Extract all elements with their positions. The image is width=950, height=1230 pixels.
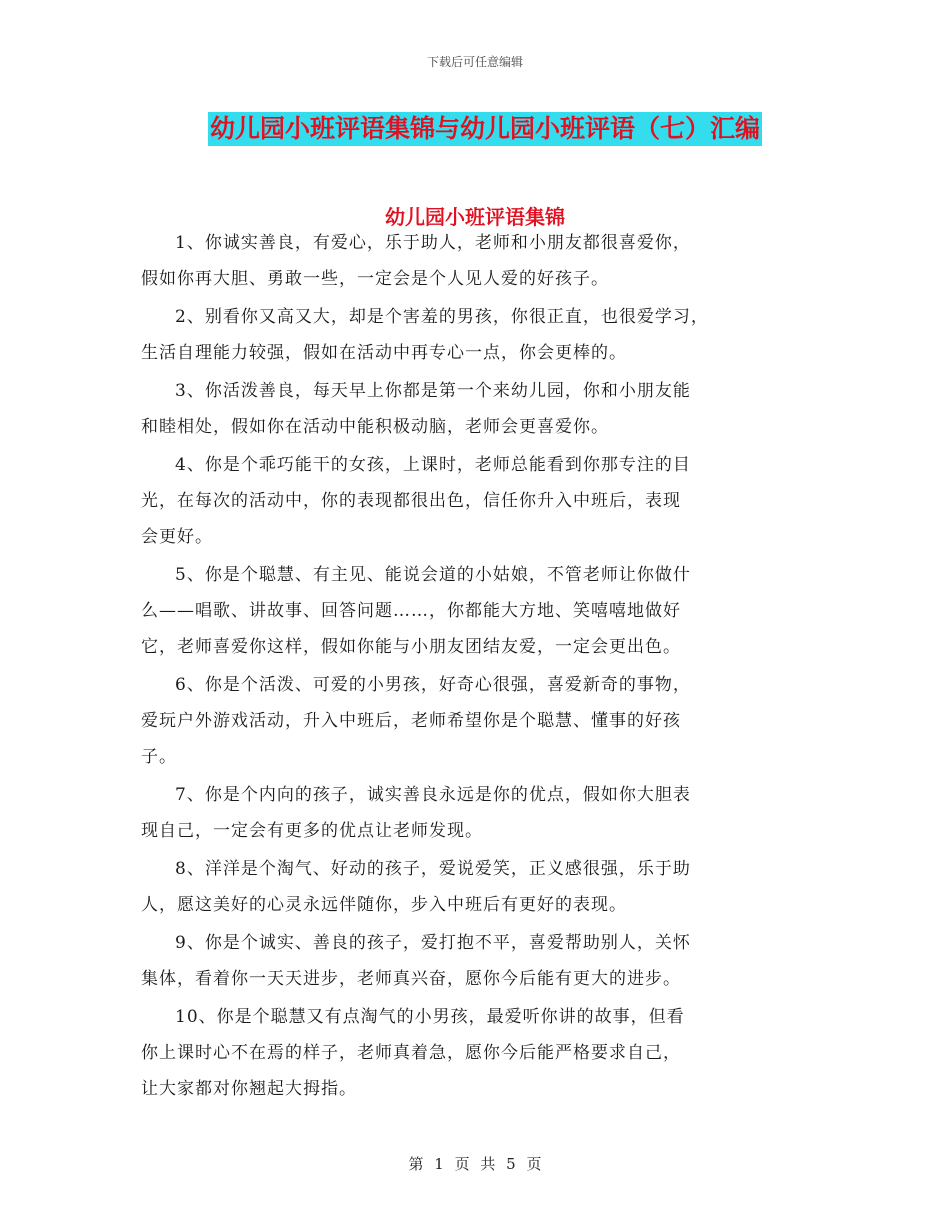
comment-paragraph-5: 5、你是个聪慧、有主见、能说会道的小姑娘，不管老师让你做什 么——唱歌、讲故事、回答问题……，你都能大方地、笑嘻嘻地做好 它，老师喜爱你这样，假如你能与小朋友团结友爱，一定会更出色。 <box>141 565 691 657</box>
document-body <box>141 225 821 1109</box>
comment-paragraph-10: 10、你是个聪慧又有点淘气的小男孩，最爱听你讲的故事，但看 你上课时心不在焉的样子，老师真着急，愿你今后能严格要求自己， 让大家都对你翘起大拇指。 <box>141 1007 685 1099</box>
comment-paragraph-2: 2、别看你又高又大，却是个害羞的男孩，你很正直，也很爱学习， 生活自理能力较强，假如在活动中再专心一点，你会更棒的。 <box>141 307 709 363</box>
comment-paragraph-9: 9、你是个诚实、善良的孩子，爱打抱不平，喜爱帮助别人，关怀 集体，看着你一天天进步，老师真兴奋，愿你今后能有更大的进步。 <box>141 933 691 989</box>
comment-paragraph-7: 7、你是个内向的孩子，诚实善良永远是你的优点，假如你大胆表 现自己，一定会有更多的优点让老师发现。 <box>141 785 691 841</box>
comment-paragraph-6: 6、你是个活泼、可爱的小男孩，好奇心很强，喜爱新奇的事物， 爱玩户外游戏活动，升入中班后，老师希望你是个聪慧、懂事的好孩 子。 <box>141 675 691 767</box>
page-header-note: 下载后可任意编辑 <box>426 55 523 69</box>
document-title: 幼儿园小班评语集锦与幼儿园小班评语（七）汇编 <box>208 112 762 146</box>
page-footer: 第 1 页 共 5 页 <box>408 1155 542 1173</box>
section-title: 幼儿园小班评语集锦 <box>385 205 565 229</box>
comment-paragraph-1: 1、你诚实善良，有爱心，乐于助人，老师和小朋友都很喜爱你， 假如你再大胆、勇敢一些，一定会是个人见人爱的好孩子。 <box>141 233 691 289</box>
comment-paragraph-8: 8、洋洋是个淘气、好动的孩子，爱说爱笑，正义感很强，乐于助 人，愿这美好的心灵永远伴随你，步入中班后有更好的表现。 <box>141 859 691 915</box>
comment-paragraph-3: 3、你活泼善良，每天早上你都是第一个来幼儿园，你和小朋友能 和睦相处，假如你在活动中能积极动脑，老师会更喜爱你。 <box>141 381 691 437</box>
comment-paragraph-4: 4、你是个乖巧能干的女孩，上课时，老师总能看到你那专注的目 光，在每次的活动中，你的表现都很出色，信任你升入中班后，表现 会更好。 <box>141 455 691 547</box>
